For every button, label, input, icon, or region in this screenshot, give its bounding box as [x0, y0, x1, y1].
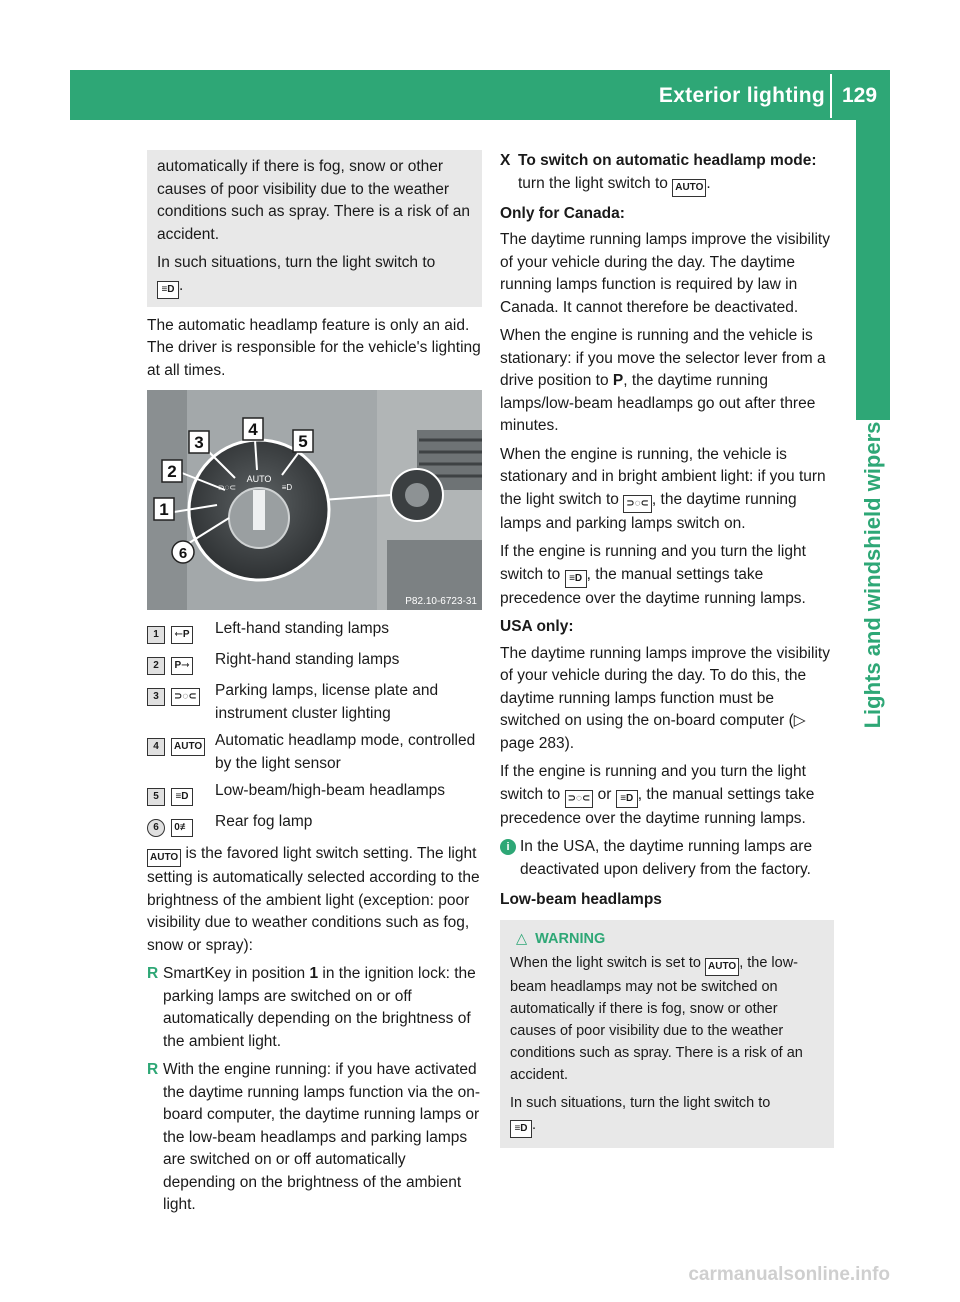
warning-continuation-box	[147, 150, 482, 307]
parking-lamp-icon: ⊃◌⊂	[565, 790, 594, 808]
legend-item	[147, 811, 482, 837]
paragraph: When the engine is running, the vehicle is stationary and in bright ambient light: if you turn the light switch to ⊃◌⊂ , the daytime running lamps and parking lamps switch on.	[500, 445, 826, 532]
parking-lamp-icon: ⊃◌⊂	[171, 688, 200, 706]
auto-icon: AUTO	[705, 958, 739, 976]
warning-text: When the light switch is set to AUTO , the low-beam headlamps may not be switched on automatically if there is fog, snow or other causes of poor visibility due to the weather conditions such as spray. There is a risk of an accident.	[510, 954, 803, 1083]
svg-text:≡D: ≡D	[281, 483, 293, 492]
list-item: R SmartKey in position 1 in the ignition lock: the parking lamps are switched on or off automatically depending on the brightness of the ambient light.	[147, 963, 482, 1053]
legend-text: Parking lamps, license plate and instrument cluster lighting	[215, 682, 439, 722]
watermark: carmanualsonline.info	[688, 1264, 890, 1285]
paragraph: The daytime running lamps improve the visibility of your vehicle during the day. To do this, the daytime running lamps function must be switched on using the on-board computer (▷ page 283).	[500, 644, 830, 752]
low-beam-icon: ≡D	[171, 788, 193, 806]
svg-text:3: 3	[194, 433, 204, 452]
side-tab	[856, 120, 890, 420]
callout-number: 1	[147, 626, 165, 644]
header-separator	[830, 74, 832, 118]
left-column	[147, 150, 482, 1223]
legend-text: Left-hand standing lamps	[215, 620, 390, 637]
svg-text:AUTO: AUTO	[246, 474, 272, 484]
rear-fog-lamp-icon: 0≢	[171, 819, 193, 837]
paragraph: The daytime running lamps improve the visibility of your vehicle during the day. The daytime running lamps function is required by law in Canada. It cannot therefore be deactivated.	[500, 231, 830, 316]
section-heading: Low-beam headlamps	[500, 891, 662, 908]
auto-icon: AUTO	[171, 738, 205, 756]
low-beam-icon: ≡D	[565, 570, 587, 588]
warning-box	[500, 920, 834, 1148]
auto-icon: AUTO	[672, 179, 706, 197]
svg-text:⊃◌⊂: ⊃◌⊂	[217, 483, 237, 492]
low-beam-icon: ≡D	[157, 281, 179, 299]
side-tab-label: Lights and windshield wipers	[860, 421, 885, 729]
low-beam-icon: ≡D	[616, 790, 638, 808]
legend-item	[147, 780, 482, 806]
box-text-2: In such situations, turn the light switch to ≡D .	[157, 252, 472, 299]
parking-lamp-icon: ⊃◌⊂	[623, 495, 652, 513]
callout-number: 4	[147, 738, 165, 756]
paragraph: The automatic headlamp feature is only an aid. The driver is responsible for the vehicle's lighting at all times.	[147, 316, 481, 379]
bullet-icon: R	[147, 965, 159, 982]
legend-item	[147, 730, 482, 775]
step-arrow-icon: X	[500, 152, 511, 169]
auto-paragraph: AUTO is the favored light switch setting. The light setting is automatically selected according to the brightness of the ambient light (exception: poor visibility due to weather conditions such as fog, snow or spray):	[147, 845, 480, 954]
page-title: Exterior lighting	[658, 84, 825, 107]
page-number: 129	[842, 84, 878, 107]
bullet-icon: R	[147, 1061, 159, 1078]
svg-text:5: 5	[298, 432, 308, 451]
legend-item	[147, 618, 482, 644]
svg-text:6: 6	[178, 545, 188, 562]
section-heading: USA only:	[500, 618, 574, 635]
right-column	[500, 150, 834, 1148]
right-standing-lamp-icon: P⇾	[171, 657, 193, 675]
info-text: In the USA, the daytime running lamps are deactivated upon delivery from the factory.	[520, 838, 813, 878]
section-heading: Only for Canada:	[500, 204, 625, 222]
legend-item	[147, 680, 482, 725]
svg-text:P82.10-6723-31: P82.10-6723-31	[405, 596, 477, 607]
left-standing-lamp-icon: ⇽P	[171, 626, 193, 644]
paragraph: If the engine is running and you turn the light switch to ⊃◌⊂ or ≡D , the manual settings take precedence over the daytime running lamps.	[500, 763, 815, 827]
svg-text:4: 4	[248, 420, 258, 439]
legend-list	[147, 618, 482, 837]
warning-heading: △ WARNING	[510, 928, 824, 950]
list-item: R With the engine running: if you have activated the daytime running lamps function via the on-board computer, the daytime running lamps or the low-beam headlamps and parking lamps are switched on or off automatically depending on the brightness of the ambient light.	[147, 1059, 482, 1217]
callout-number: 2	[147, 657, 165, 675]
legend-text: Right-hand standing lamps	[215, 651, 400, 668]
box-text: automatically if there is fog, snow or other causes of poor visibility due to the weather conditions such as spray. There is a risk of an accident.	[157, 158, 471, 243]
paragraph: When the engine is running and the vehicle is stationary: if you move the selector lever from a drive position to P, the daytime running lamps/low-beam headlamps go out after three minutes.	[500, 327, 826, 434]
info-note	[500, 836, 834, 881]
legend-item	[147, 649, 482, 675]
callout-number: 5	[147, 788, 165, 806]
legend-text: Automatic headlamp mode, controlled by the light sensor	[215, 732, 476, 772]
low-beam-icon: ≡D	[510, 1120, 532, 1138]
info-icon: i	[500, 839, 516, 855]
callout-number: 3	[147, 688, 165, 706]
legend-text: Rear fog lamp	[215, 813, 313, 830]
warning-text-2: In such situations, turn the light switch to ≡D .	[510, 1092, 824, 1138]
paragraph: If the engine is running and you turn the light switch to ≡D , the manual settings take precedence over the daytime running lamps.	[500, 543, 806, 607]
svg-text:2: 2	[167, 462, 177, 481]
legend-text: Low-beam/high-beam headlamps	[215, 782, 446, 799]
svg-text:1: 1	[159, 500, 169, 519]
light-switch-figure	[147, 390, 482, 610]
callout-number: 6	[147, 819, 165, 837]
light-switch-illustration	[147, 390, 482, 610]
instruction-step: X To switch on automatic headlamp mode: turn the light switch to AUTO .	[500, 150, 834, 197]
auto-icon: AUTO	[147, 849, 181, 867]
warning-triangle-icon: △	[516, 930, 528, 947]
